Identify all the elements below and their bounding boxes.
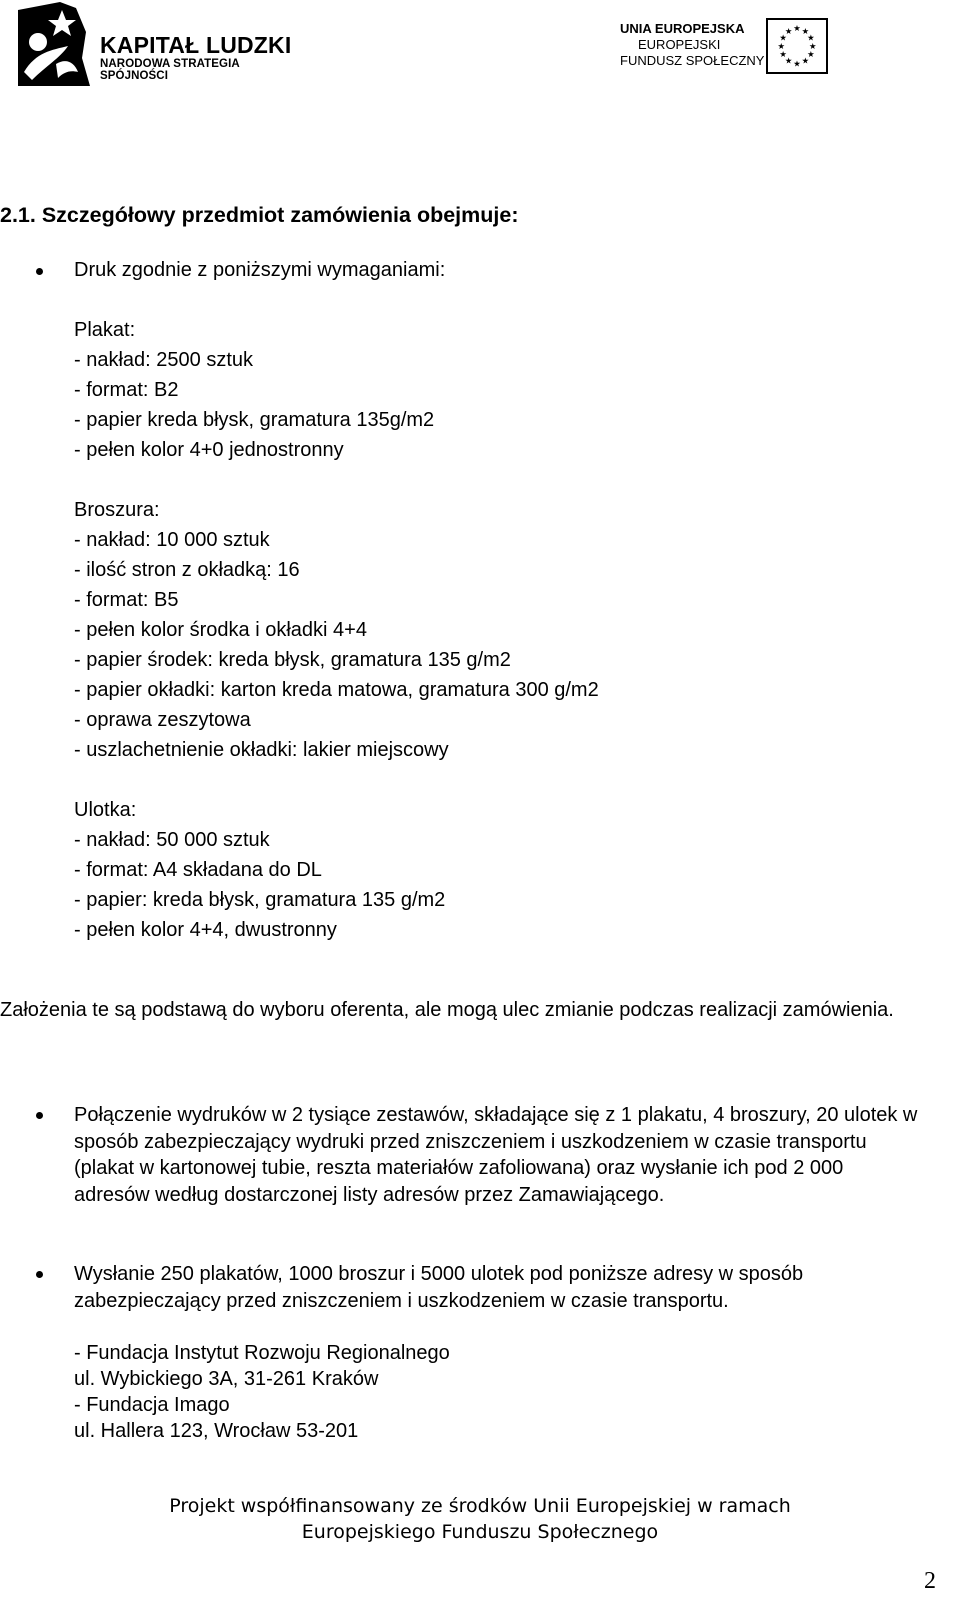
svg-text:★: ★ — [807, 32, 815, 43]
eu-logo-line2: EUROPEJSKI — [638, 37, 721, 52]
bullet-marker — [36, 1112, 43, 1119]
plakat-item: - papier kreda błysk, gramatura 135g/m2 — [74, 409, 435, 431]
ulotka-item: - format: A4 składana do DL — [74, 859, 322, 881]
bullet-marker — [36, 1271, 43, 1278]
broszura-block — [74, 495, 599, 765]
broszura-item: - papier środek: kreda błysk, gramatura 135 g/m2 — [74, 649, 511, 671]
footer-line2: Europejskiego Funduszu Społecznego — [301, 1521, 659, 1543]
broszura-item: - uszlachetnienie okładki: lakier miejscowy — [74, 739, 449, 761]
eu-logo — [620, 18, 930, 78]
plakat-item: - format: B2 — [74, 379, 179, 401]
bullet2-paragraph: Połączenie wydruków w 2 tysiące zestawów, składające się z 1 plakatu, 4 broszury, 20 ulotek w sposób zabezpieczający wydruki przed zniszczeniem i uszkodzeniem w czasie transportu (plakat w kartonowej tubie, reszta materiałów zafoliowana) oraz wysłanie ich pod 2 000 adresów według dostarczonej listy adresów przez Zamawiającego. — [74, 1104, 918, 1206]
broszura-item: - pełen kolor środka i okładki 4+4 — [74, 619, 367, 641]
address-list — [74, 1340, 450, 1444]
svg-text:★: ★ — [779, 32, 787, 43]
plakat-title: Plakat: — [74, 319, 136, 341]
broszura-title: Broszura: — [74, 499, 160, 521]
ulotka-block — [74, 795, 445, 945]
bullet1-intro: Druk zgodnie z poniższymi wymaganiami: — [74, 259, 446, 281]
svg-text:★: ★ — [777, 40, 785, 51]
ulotka-item: - pełen kolor 4+4, dwustronny — [74, 919, 337, 941]
broszura-item: - ilość stron z okładką: 16 — [74, 559, 300, 581]
eu-logo-line3: FUNDUSZ SPOŁECZNY — [620, 53, 765, 68]
page-number: 2 — [924, 1568, 936, 1594]
svg-text:★: ★ — [793, 58, 801, 69]
ulotka-item: - nakład: 50 000 sztuk — [74, 829, 270, 851]
bullet-marker — [36, 268, 43, 275]
assumptions-paragraph: Założenia te są podstawą do wyboru oferenta, ale mogą ulec zmianie podczas realizacji zamówienia. — [0, 999, 894, 1021]
svg-text:★: ★ — [801, 55, 810, 66]
plakat-item: - pełen kolor 4+0 jednostronny — [74, 439, 344, 461]
address-line: - Fundacja Instytut Rozwoju Regionalnego — [74, 1342, 450, 1364]
eu-logo-line1: UNIA EUROPEJSKA — [620, 21, 745, 36]
plakat-item: - nakład: 2500 sztuk — [74, 349, 253, 371]
kapital-ludzki-logo — [16, 2, 296, 88]
address-line: ul. Wybickiego 3A, 31-261 Kraków — [74, 1368, 379, 1390]
svg-text:★: ★ — [793, 23, 801, 34]
broszura-item: - nakład: 10 000 sztuk — [74, 529, 270, 551]
svg-text:★: ★ — [779, 49, 787, 60]
bullet3-paragraph: Wysłanie 250 plakatów, 1000 broszur i 5000 ulotek pod poniższe adresy w sposób zabezpieczający przed zniszczeniem i uszkodzeniem w czasie transportu. — [74, 1263, 804, 1312]
address-line: - Fundacja Imago — [74, 1394, 230, 1416]
address-line: ul. Hallera 123, Wrocław 53-201 — [74, 1420, 359, 1442]
footer-line1: Projekt współfinansowany ze środków Unii Europejskiej w ramach — [169, 1495, 791, 1517]
broszura-item: - oprawa zeszytowa — [74, 709, 251, 731]
section-heading: 2.1. Szczegółowy przedmiot zamówienia obejmuje: — [0, 203, 519, 227]
svg-text:★: ★ — [809, 40, 817, 51]
eu-logo-text — [620, 21, 764, 69]
plakat-block — [74, 315, 434, 465]
eu-flag-icon — [766, 18, 828, 74]
svg-text:★: ★ — [807, 49, 815, 60]
kapital-ludzki-emblem-icon — [16, 2, 94, 88]
ulotka-item: - papier: kreda błysk, gramatura 135 g/m2 — [74, 889, 446, 911]
svg-text:★: ★ — [784, 55, 793, 66]
kapital-ludzki-title: KAPITAŁ LUDZKI — [100, 32, 292, 58]
ulotka-title: Ulotka: — [74, 799, 137, 821]
broszura-item: - papier okładki: karton kreda matowa, gramatura 300 g/m2 — [74, 679, 599, 701]
kapital-ludzki-subtitle: NARODOWA STRATEGIA SPÓJNOŚCI — [100, 58, 240, 82]
svg-text:★: ★ — [801, 25, 810, 36]
page-footer — [0, 1493, 960, 1545]
svg-text:★: ★ — [784, 25, 793, 36]
broszura-item: - format: B5 — [74, 589, 179, 611]
